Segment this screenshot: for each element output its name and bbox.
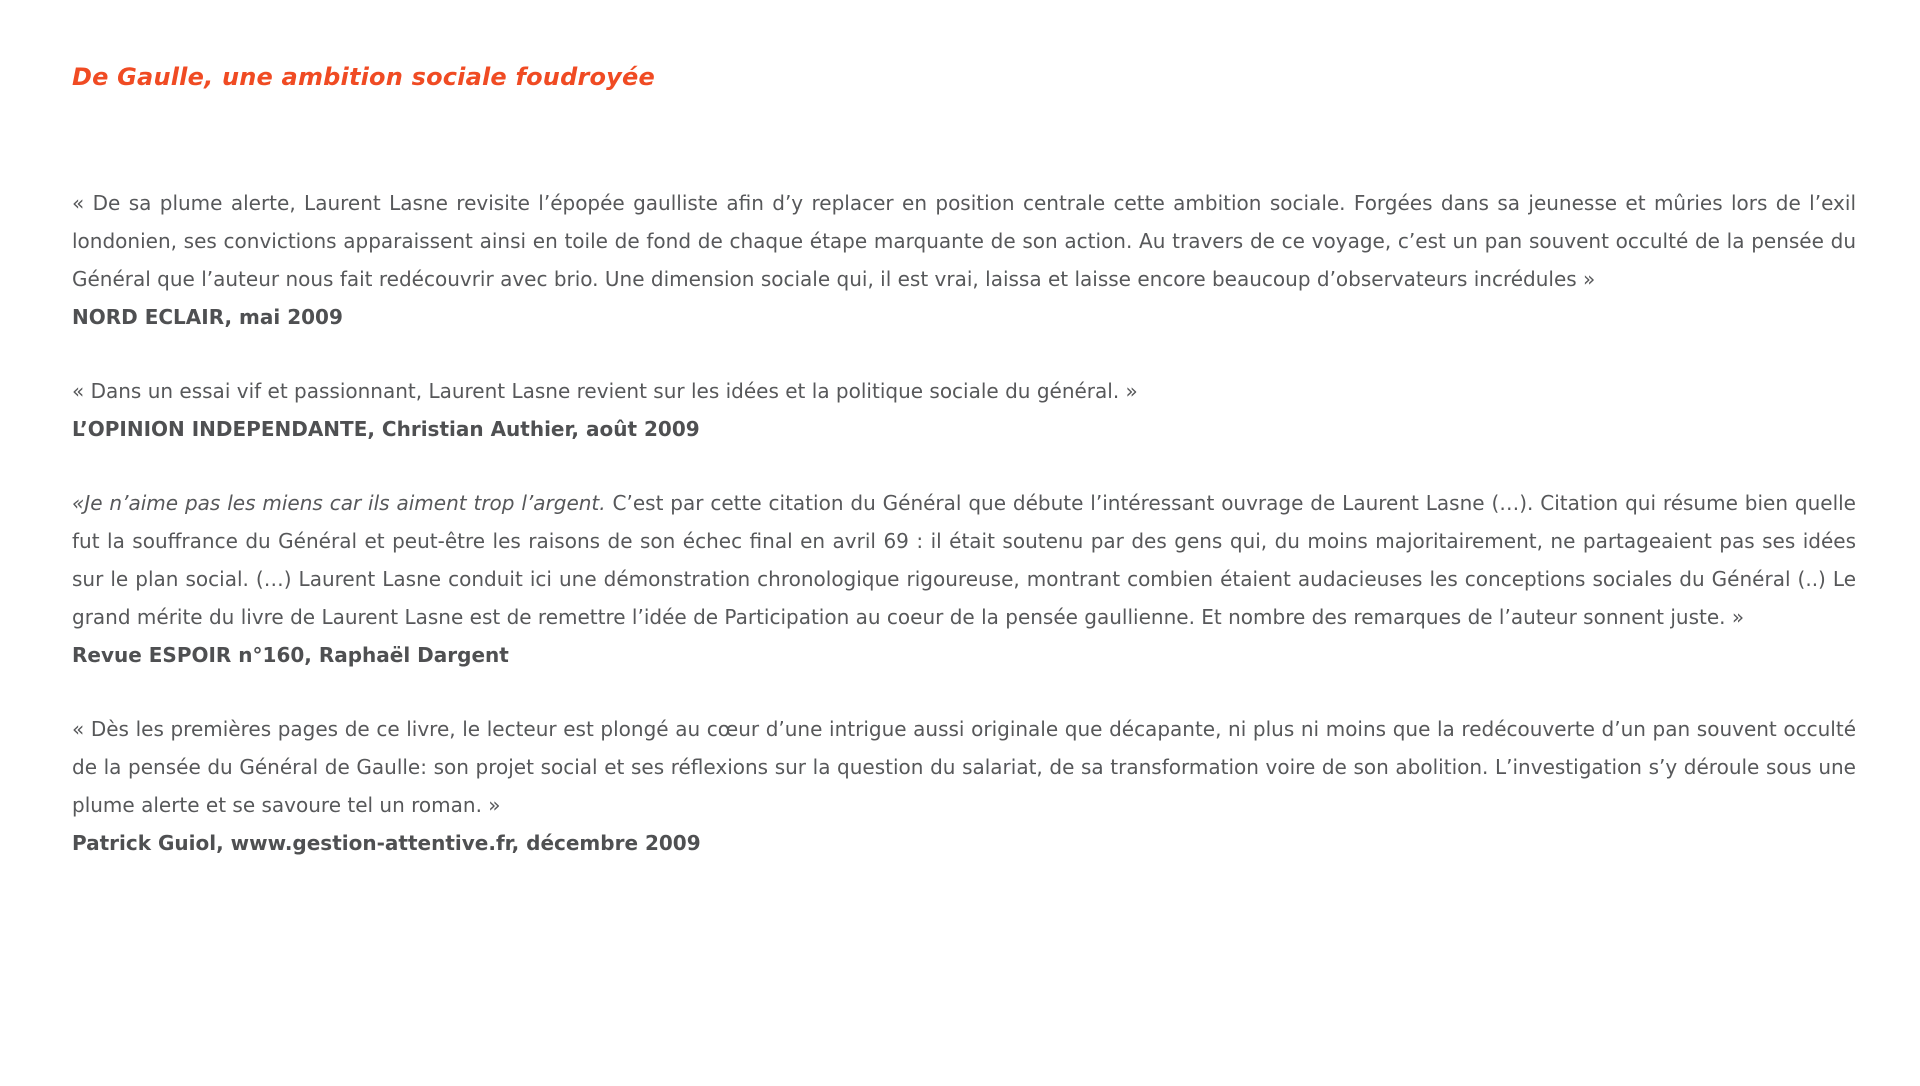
review-source: Revue ESPOIR n°160, Raphaël Dargent xyxy=(72,643,509,667)
review-source: Patrick Guiol, www.gestion-attentive.fr, décembre 2009 xyxy=(72,831,701,855)
quote-italic-lead: «Je n’aime pas les miens car ils aiment trop l’argent. xyxy=(72,491,606,515)
review-quote xyxy=(72,484,1856,636)
review-quote: « De sa plume alerte, Laurent Lasne revisite l’épopée gaulliste afin d’y replacer en position centrale cette ambition sociale. Forgées dans sa jeunesse et mûries lors de l’exil londonien, ses convictions apparaissent ainsi en toile de fond de chaque étape marquante de son action. Au travers de ce voyage, c’est un pan souvent occulté de la pensée du Général que l’auteur nous fait redécouvrir avec brio. Une dimension sociale qui, il est vrai, laissa et laisse encore beaucoup d’observateurs incrédules » xyxy=(72,191,1856,291)
review-block-revue-espoir xyxy=(72,484,1856,674)
quote-rest: C’est par cette citation du Général que débute l’intéressant ouvrage de Laurent Lasne (…). Citation qui résume bien quelle fut la souffrance du Général et peut-être les raisons de son échec final en avril 69 : il était soutenu par des gens qui, du moins majoritairement, ne partageaient pas ses idées sur le plan social. (…) Laurent Lasne conduit ici une démonstration chronologique rigoureuse, montrant combien étaient audacieuses les conceptions sociales du Général (..) Le grand mérite du livre de Laurent Lasne est de remettre l’idée de Participation au coeur de la pensée gaullienne. Et nombre des remarques de l’auteur sonnent juste. » xyxy=(72,491,1856,629)
review-block-patrick-guiol xyxy=(72,710,1856,862)
review-block-nord-eclair xyxy=(72,184,1856,336)
review-quote: « Dès les premières pages de ce livre, le lecteur est plongé au cœur d’une intrigue aussi originale que décapante, ni plus ni moins que la redécouverte d’un pan souvent occulté de la pensée du Général de Gaulle: son projet social et ses réflexions sur la question du salariat, de sa transformation voire de son abolition. L’investigation s’y déroule sous une plume alerte et se savoure tel un roman. » xyxy=(72,717,1856,817)
page-title: De Gaulle, une ambition sociale foudroyée xyxy=(72,63,655,91)
review-source: NORD ECLAIR, mai 2009 xyxy=(72,305,343,329)
review-quote: « Dans un essai vif et passionnant, Laurent Lasne revient sur les idées et la politique sociale du général. » xyxy=(72,379,1138,403)
review-block-opinion-independante xyxy=(72,372,1856,448)
review-source: L’OPINION INDEPENDANTE, Christian Authier, août 2009 xyxy=(72,417,700,441)
